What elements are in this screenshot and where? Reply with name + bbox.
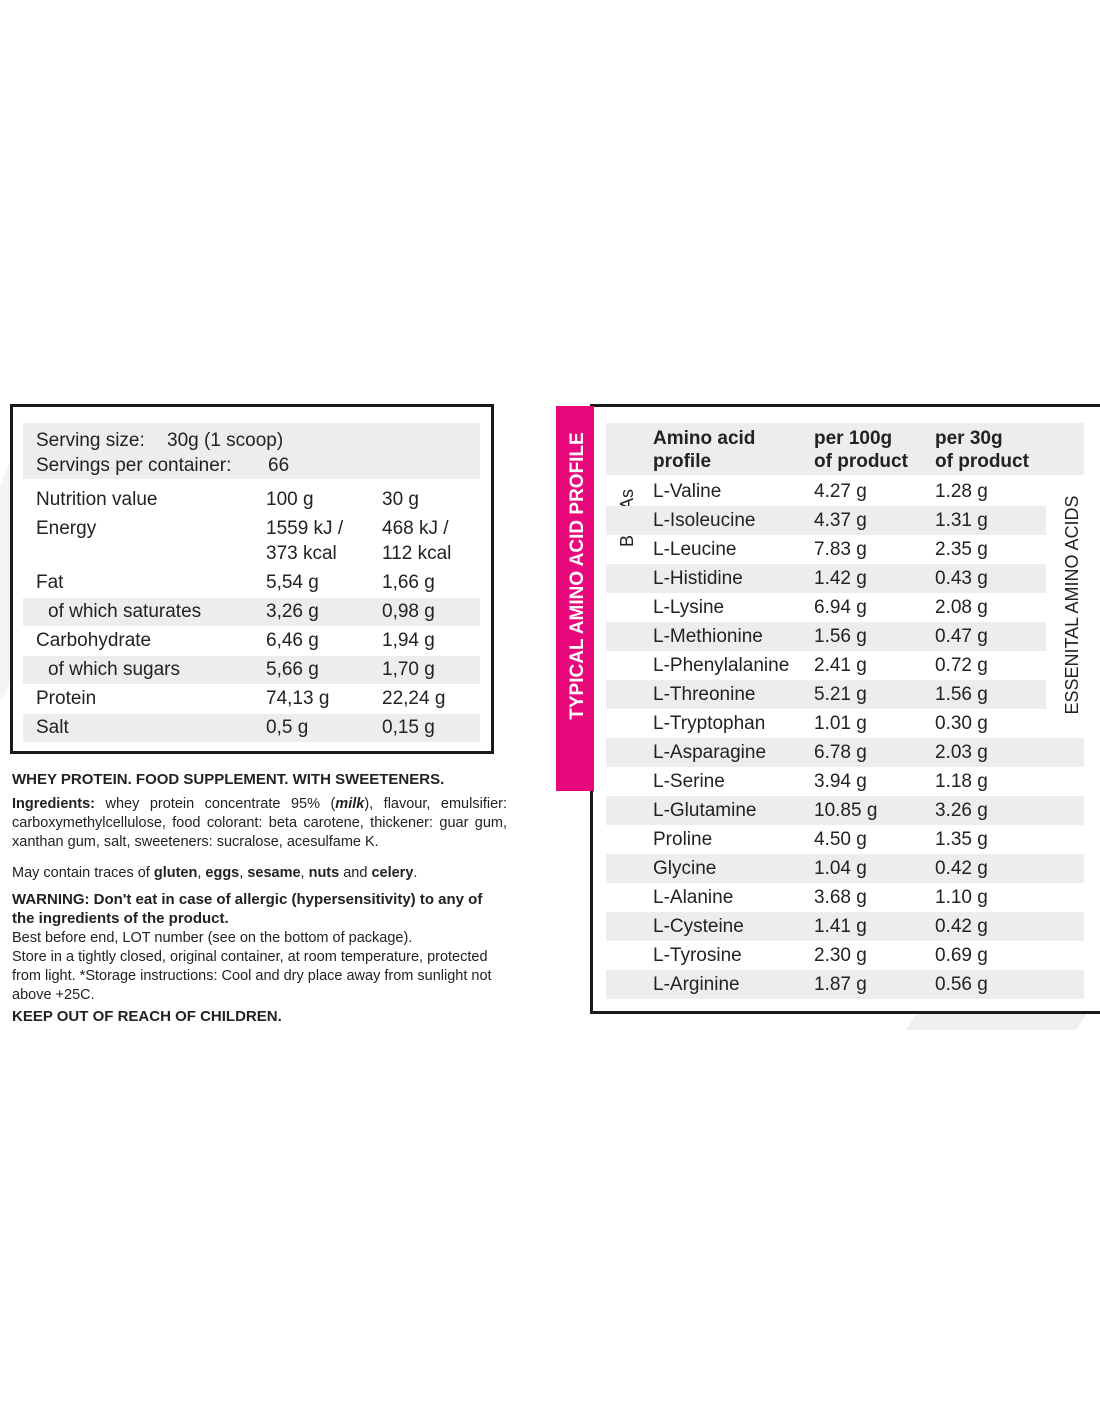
amino-per-30g: 0.69 g bbox=[935, 945, 988, 966]
nutrition-row bbox=[23, 714, 480, 742]
amino-name: L-Valine bbox=[653, 481, 722, 502]
nutrient-per-30g-kcal: 112 kcal bbox=[382, 543, 452, 564]
nutrient-name: Protein bbox=[36, 688, 97, 709]
amino-row bbox=[606, 825, 1084, 854]
amino-name: L-Cysteine bbox=[653, 916, 744, 937]
nutrient-per-30g: 1,70 g bbox=[382, 659, 435, 680]
amino-per-100g: 3.68 g bbox=[814, 887, 867, 908]
amino-per-100g: 1.56 g bbox=[814, 626, 867, 647]
amino-row bbox=[606, 796, 1084, 825]
nutrition-row bbox=[23, 569, 480, 597]
amino-name: L-Histidine bbox=[653, 568, 743, 589]
nutrient-per-30g: 1,94 g bbox=[382, 630, 435, 651]
amino-per-100g: 2.41 g bbox=[814, 655, 867, 676]
amino-row bbox=[606, 883, 1084, 912]
amino-name: L-Glutamine bbox=[653, 800, 757, 821]
amino-row bbox=[606, 767, 1084, 796]
amino-per-30g: 1.10 g bbox=[935, 887, 988, 908]
essential-amino-label: ESSENITAL AMINO ACIDS bbox=[1062, 495, 1082, 715]
nutrient-per-100g: 100 g bbox=[266, 489, 314, 510]
amino-name: L-Tyrosine bbox=[653, 945, 742, 966]
amino-per-100g: 6.78 g bbox=[814, 742, 867, 763]
nutrient-name: Salt bbox=[36, 717, 69, 738]
amino-name: Glycine bbox=[653, 858, 717, 879]
amino-per-100g: 1.42 g bbox=[814, 568, 867, 589]
header-per100-l1: per 100g bbox=[814, 428, 893, 449]
ingredients-post: ), flavour, emulsifier: carboxymethylcellulose, food colorant: beta carotene, thickener: guar gum, xanthan gum, salt, sweeteners: sucralose, acesulfame K. bbox=[12, 796, 507, 850]
amino-row bbox=[606, 564, 1046, 593]
amino-per-30g: 0.42 g bbox=[935, 916, 988, 937]
nutrient-per-100g: 5,66 g bbox=[266, 659, 319, 680]
allergen-milk: milk bbox=[335, 796, 365, 812]
nutrient-per-30g: 0,15 g bbox=[382, 717, 435, 738]
traces-and: and bbox=[339, 865, 372, 881]
servings-value: 66 bbox=[268, 455, 290, 476]
amino-row bbox=[606, 912, 1084, 941]
keep-out-text: KEEP OUT OF REACH OF CHILDREN. bbox=[12, 1008, 282, 1025]
amino-name: L-Lysine bbox=[653, 597, 725, 618]
allergen-gluten: gluten bbox=[153, 865, 198, 881]
nutrition-row bbox=[23, 656, 480, 684]
amino-per-100g: 2.30 g bbox=[814, 945, 867, 966]
header-per30-l2: of product bbox=[935, 451, 1029, 472]
amino-row bbox=[606, 738, 1084, 767]
header-per30-l1: per 30g bbox=[935, 428, 1003, 449]
nutrient-name: Carbohydrate bbox=[36, 630, 152, 651]
amino-row bbox=[606, 970, 1084, 999]
product-title: WHEY PROTEIN. FOOD SUPPLEMENT. WITH SWEETENERS. bbox=[12, 771, 445, 788]
nutrition-row bbox=[23, 515, 480, 569]
amino-per-100g: 6.94 g bbox=[814, 597, 867, 618]
amino-row bbox=[606, 854, 1084, 883]
amino-row bbox=[606, 680, 1046, 709]
amino-per-30g: 2.03 g bbox=[935, 742, 988, 763]
amino-row bbox=[606, 535, 1046, 564]
amino-per-30g: 0.56 g bbox=[935, 974, 988, 995]
serving-size-value: 30g (1 scoop) bbox=[167, 430, 284, 451]
traces-pre: May contain traces of bbox=[12, 865, 154, 881]
best-before-text: Best before end, LOT number (see on the bottom of package). bbox=[12, 930, 413, 946]
nutrient-name: Fat bbox=[36, 572, 64, 593]
nutrient-per-100g: 5,54 g bbox=[266, 572, 319, 593]
amino-per-30g: 0.47 g bbox=[935, 626, 988, 647]
amino-per-30g: 1.56 g bbox=[935, 684, 988, 705]
warning-text: WARNING: Don't eat in case of allergic (hypersensitivity) to any of the ingredients of the product. bbox=[12, 891, 483, 927]
amino-name: L-Alanine bbox=[653, 887, 734, 908]
amino-row bbox=[606, 709, 1046, 738]
nutrient-name: Nutrition value bbox=[36, 489, 158, 510]
nutrient-per-100g: 6,46 g bbox=[266, 630, 319, 651]
amino-per-30g: 0.72 g bbox=[935, 655, 988, 676]
ingredients-text bbox=[12, 795, 507, 852]
allergen-eggs: eggs bbox=[205, 865, 240, 881]
amino-row bbox=[606, 622, 1046, 651]
servings-label: Servings per container: bbox=[36, 455, 232, 476]
amino-name: L-Leucine bbox=[653, 539, 737, 560]
amino-table-header bbox=[606, 423, 1084, 475]
amino-per-100g: 1.41 g bbox=[814, 916, 867, 937]
amino-side-title: TYPICAL AMINO ACID PROFILE bbox=[567, 432, 588, 720]
nutrient-per-30g: 0,98 g bbox=[382, 601, 435, 622]
amino-per-30g: 1.18 g bbox=[935, 771, 988, 792]
amino-per-30g: 1.31 g bbox=[935, 510, 988, 531]
amino-row bbox=[606, 506, 1046, 535]
amino-per-100g: 10.85 g bbox=[814, 800, 878, 821]
nutrient-per-30g: 468 kJ / bbox=[382, 518, 449, 539]
amino-row bbox=[606, 651, 1046, 680]
header-amino-name-l2: profile bbox=[653, 451, 712, 472]
amino-per-100g: 1.87 g bbox=[814, 974, 867, 995]
amino-per-30g: 1.28 g bbox=[935, 481, 988, 502]
amino-row bbox=[606, 593, 1046, 622]
ingredients-pre: whey protein concentrate 95% ( bbox=[94, 796, 336, 812]
traces-text: May contain traces of gluten, eggs, sesame, nuts and celery. bbox=[12, 865, 418, 881]
ingredients-label: Ingredients: bbox=[12, 796, 95, 812]
amino-name: L-Asparagine bbox=[653, 742, 767, 763]
header-per100-l2: of product bbox=[814, 451, 908, 472]
nutrient-per-30g: 22,24 g bbox=[382, 688, 446, 709]
nutrition-row bbox=[23, 598, 480, 626]
nutrient-name: of which sugars bbox=[48, 659, 181, 680]
amino-per-30g: 0.43 g bbox=[935, 568, 988, 589]
header-amino-name-l1: Amino acid bbox=[653, 428, 756, 449]
amino-per-30g: 1.35 g bbox=[935, 829, 988, 850]
nutrient-per-100g: 0,5 g bbox=[266, 717, 309, 738]
nutrition-row bbox=[23, 627, 480, 655]
amino-row bbox=[606, 477, 1046, 506]
amino-per-100g: 3.94 g bbox=[814, 771, 867, 792]
amino-name: L-Isoleucine bbox=[653, 510, 756, 531]
amino-per-30g: 0.30 g bbox=[935, 713, 988, 734]
amino-name: L-Arginine bbox=[653, 974, 740, 995]
nutrient-per-100g: 3,26 g bbox=[266, 601, 319, 622]
amino-name: Proline bbox=[653, 829, 713, 850]
nutrient-per-30g: 1,66 g bbox=[382, 572, 435, 593]
nutrient-per-100g: 1559 kJ / bbox=[266, 518, 344, 539]
amino-per-100g: 7.83 g bbox=[814, 539, 867, 560]
amino-name: L-Tryptophan bbox=[653, 713, 766, 734]
allergen-nuts: nuts bbox=[308, 865, 340, 881]
amino-side-banner-tip bbox=[556, 760, 594, 792]
nutrient-name: of which saturates bbox=[48, 601, 202, 622]
nutrition-row bbox=[23, 486, 480, 514]
amino-per-30g: 3.26 g bbox=[935, 800, 988, 821]
nutrient-per-30g: 30 g bbox=[382, 489, 419, 510]
serving-info bbox=[23, 423, 480, 479]
amino-per-100g: 4.50 g bbox=[814, 829, 867, 850]
serving-size-label: Serving size: bbox=[36, 430, 145, 451]
amino-per-100g: 1.04 g bbox=[814, 858, 867, 879]
amino-per-30g: 0.42 g bbox=[935, 858, 988, 879]
amino-per-30g: 2.35 g bbox=[935, 539, 988, 560]
nutrient-per-100g: 74,13 g bbox=[266, 688, 330, 709]
allergen-celery: celery bbox=[371, 865, 414, 881]
amino-name: L-Serine bbox=[653, 771, 725, 792]
storage-text: Store in a tightly closed, original container, at room temperature, protected from light. *Storage instructions: Cool and dry place away from sunlight not above +25C. bbox=[12, 949, 492, 1003]
allergen-sesame: sesame bbox=[247, 865, 301, 881]
amino-per-100g: 4.27 g bbox=[814, 481, 867, 502]
amino-name: L-Phenylalanine bbox=[653, 655, 790, 676]
amino-name: L-Methionine bbox=[653, 626, 763, 647]
nutrient-per-100g-kcal: 373 kcal bbox=[266, 543, 337, 564]
amino-per-100g: 1.01 g bbox=[814, 713, 867, 734]
amino-per-30g: 2.08 g bbox=[935, 597, 988, 618]
amino-per-100g: 4.37 g bbox=[814, 510, 867, 531]
nutrition-row bbox=[23, 685, 480, 713]
amino-per-100g: 5.21 g bbox=[814, 684, 867, 705]
amino-row bbox=[606, 941, 1084, 970]
nutrient-name: Energy bbox=[36, 518, 97, 539]
amino-name: L-Threonine bbox=[653, 684, 756, 705]
